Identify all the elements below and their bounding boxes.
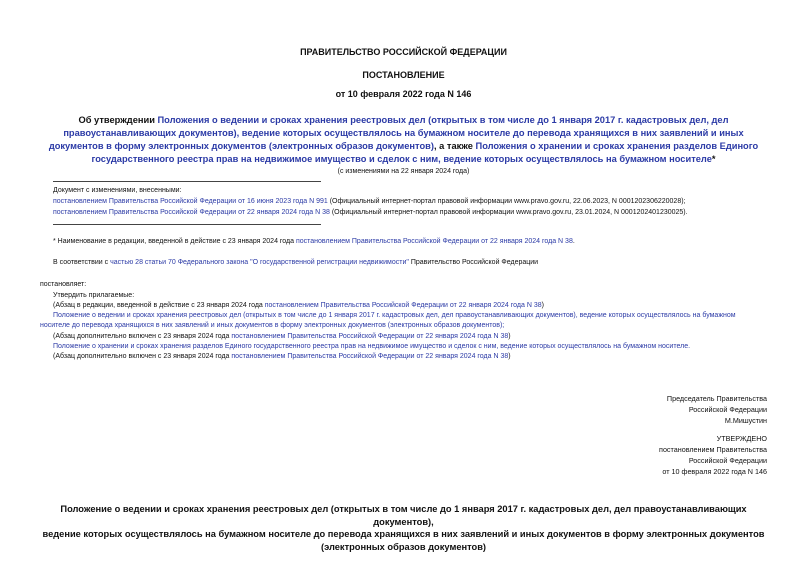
note-3 <box>53 352 511 362</box>
note-2-text: (Абзац дополнительно включен с 23 января 2024 года <box>53 333 232 340</box>
note-3-text: (Абзац дополнительно включен с 23 января 2024 года <box>53 353 232 360</box>
changes-link-1[interactable]: постановлением Правительства Российской Федерации от 16 июня 2023 года N 991 <box>53 198 328 205</box>
revision-note: (с изменениями на 22 января 2024 года) <box>337 168 470 175</box>
signature-position: Председатель Правительства <box>666 394 767 403</box>
regulation-title-line-3: (электронных образов документов) <box>320 541 487 552</box>
note-2-link[interactable]: постановлением Правительства Российской Федерации от 22 января 2024 года N 38 <box>231 333 509 340</box>
approved-date: от 10 февраля 2022 года N 146 <box>662 467 767 476</box>
approved-country: Российской Федерации <box>688 456 767 465</box>
title-link-regulation-2[interactable]: Положения о хранении и сроках хранения разделов Единого государственного реестра прав на недвижимое имущество и сделок с ним, ведение которых осуществлялось на бумажном носителе <box>91 141 759 164</box>
approved-item-1-line-2[interactable] <box>40 321 504 331</box>
government-heading: ПРАВИТЕЛЬСТВО РОССИЙСКОЙ ФЕДЕРАЦИИ <box>300 47 507 57</box>
approved-item-1-link-cont[interactable]: носителе до перевода хранящихся в них заявлений и иных документов в форму электронных документов (электронных образов документов); <box>40 322 505 329</box>
signature-country: Российской Федерации <box>688 405 767 414</box>
approved-by: постановлением Правительства <box>659 445 767 454</box>
approved-block <box>659 433 767 477</box>
note-3-link[interactable]: постановлением Правительства Российской Федерации от 22 января 2024 года N 38 <box>231 353 509 360</box>
note-1 <box>53 301 544 311</box>
note-2 <box>53 332 511 342</box>
document-date: от 10 февраля 2022 года N 146 <box>335 89 472 99</box>
title-suffix: * <box>711 154 716 164</box>
preamble <box>53 258 538 268</box>
changes-item-2-text: (Официальный интернет-портал правовой информации www.pravo.gov.ru, 23.01.2024, N 0001202401230025). <box>329 209 688 216</box>
note-2-end: ) <box>508 333 511 340</box>
approved-heading: УТВЕРЖДЕНО <box>716 434 767 443</box>
title-prefix: Об утверждении <box>78 115 158 125</box>
regulation-title <box>30 503 777 553</box>
approved-item-1-line-1[interactable] <box>53 311 736 321</box>
title-link-regulation-1[interactable]: Положения о ведении и сроках хранения реестровых дел (открытых в том числе до 1 января 2017 г. кадастровых дел, дел правоустанавливающих документов), ведение которых осуществлялось на бумажном носителе до перевода хранящихся в них заявлений и иных документов в форму электронных документов (электронных образов документов) <box>48 115 744 151</box>
approved-item-1-link[interactable]: Положение о ведении и сроках хранения реестровых дел (открытых в том числе до 1 января 2017 г. кадастровых дел, дел правоустанавливающих документов), ведение которых осуществлялось на бумажном <box>53 312 736 319</box>
footnote <box>53 237 575 247</box>
decrees-label: постановляет: <box>40 281 87 288</box>
document-type: ПОСТАНОВЛЕНИЕ <box>362 70 445 80</box>
signature-block <box>667 393 767 426</box>
divider <box>53 181 321 182</box>
changes-intro: Документ с изменениями, внесенными: <box>53 187 182 194</box>
footnote-text: * Наименование в редакции, введенной в действие с 23 января 2024 года <box>53 238 296 245</box>
regulation-title-line-1: Положение о ведении и сроках хранения реестровых дел (открытых в том числе до 1 января 2017 г. кадастровых дел, дел правоустанавливающих документов), <box>60 504 747 527</box>
note-1-end: ) <box>541 302 544 309</box>
note-3-end: ) <box>508 353 511 360</box>
regulation-title-line-2: ведение которых осуществлялось на бумажном носителе до перевода хранящихся в них заявлений и иных документов в форму электронных документов <box>42 529 765 539</box>
document-title <box>40 114 767 166</box>
approved-item-2-link[interactable]: Положение о хранении и сроках хранения разделов Единого государственного реестра прав на недвижимое имущество и сделок с ним, ведение которых осуществлялось на бумажном носителе. <box>53 343 691 350</box>
title-middle: , а также <box>433 141 476 151</box>
approved-item-2[interactable] <box>53 342 690 352</box>
footnote-link[interactable]: постановлением Правительства Российской Федерации от 22 января 2024 года N 38 <box>295 238 573 245</box>
signature-name: М.Мишустин <box>724 416 767 425</box>
approve-label: Утвердить прилагаемые: <box>53 292 135 299</box>
note-1-link[interactable]: постановлением Правительства Российской Федерации от 22 января 2024 года N 38 <box>264 302 542 309</box>
changes-item-1-text: (Официальный интернет-портал правовой информации www.pravo.gov.ru, 22.06.2023, N 0001202306220028); <box>327 198 686 205</box>
divider <box>53 224 321 225</box>
footnote-end: . <box>572 238 575 245</box>
preamble-prefix: В соответствии с <box>53 259 111 266</box>
note-1-text: (Абзац в редакции, введенной в действие с 23 января 2024 года <box>53 302 265 309</box>
changes-link-2[interactable]: постановлением Правительства Российской Федерации от 22 января 2024 года N 38 <box>53 209 330 216</box>
changes-item-2 <box>53 208 688 218</box>
changes-item-1 <box>53 197 686 207</box>
preamble-law-link[interactable]: частью 28 статьи 70 Федерального закона "О государственной регистрации недвижимости" <box>110 259 409 266</box>
preamble-suffix: Правительство Российской Федерации <box>408 259 539 266</box>
